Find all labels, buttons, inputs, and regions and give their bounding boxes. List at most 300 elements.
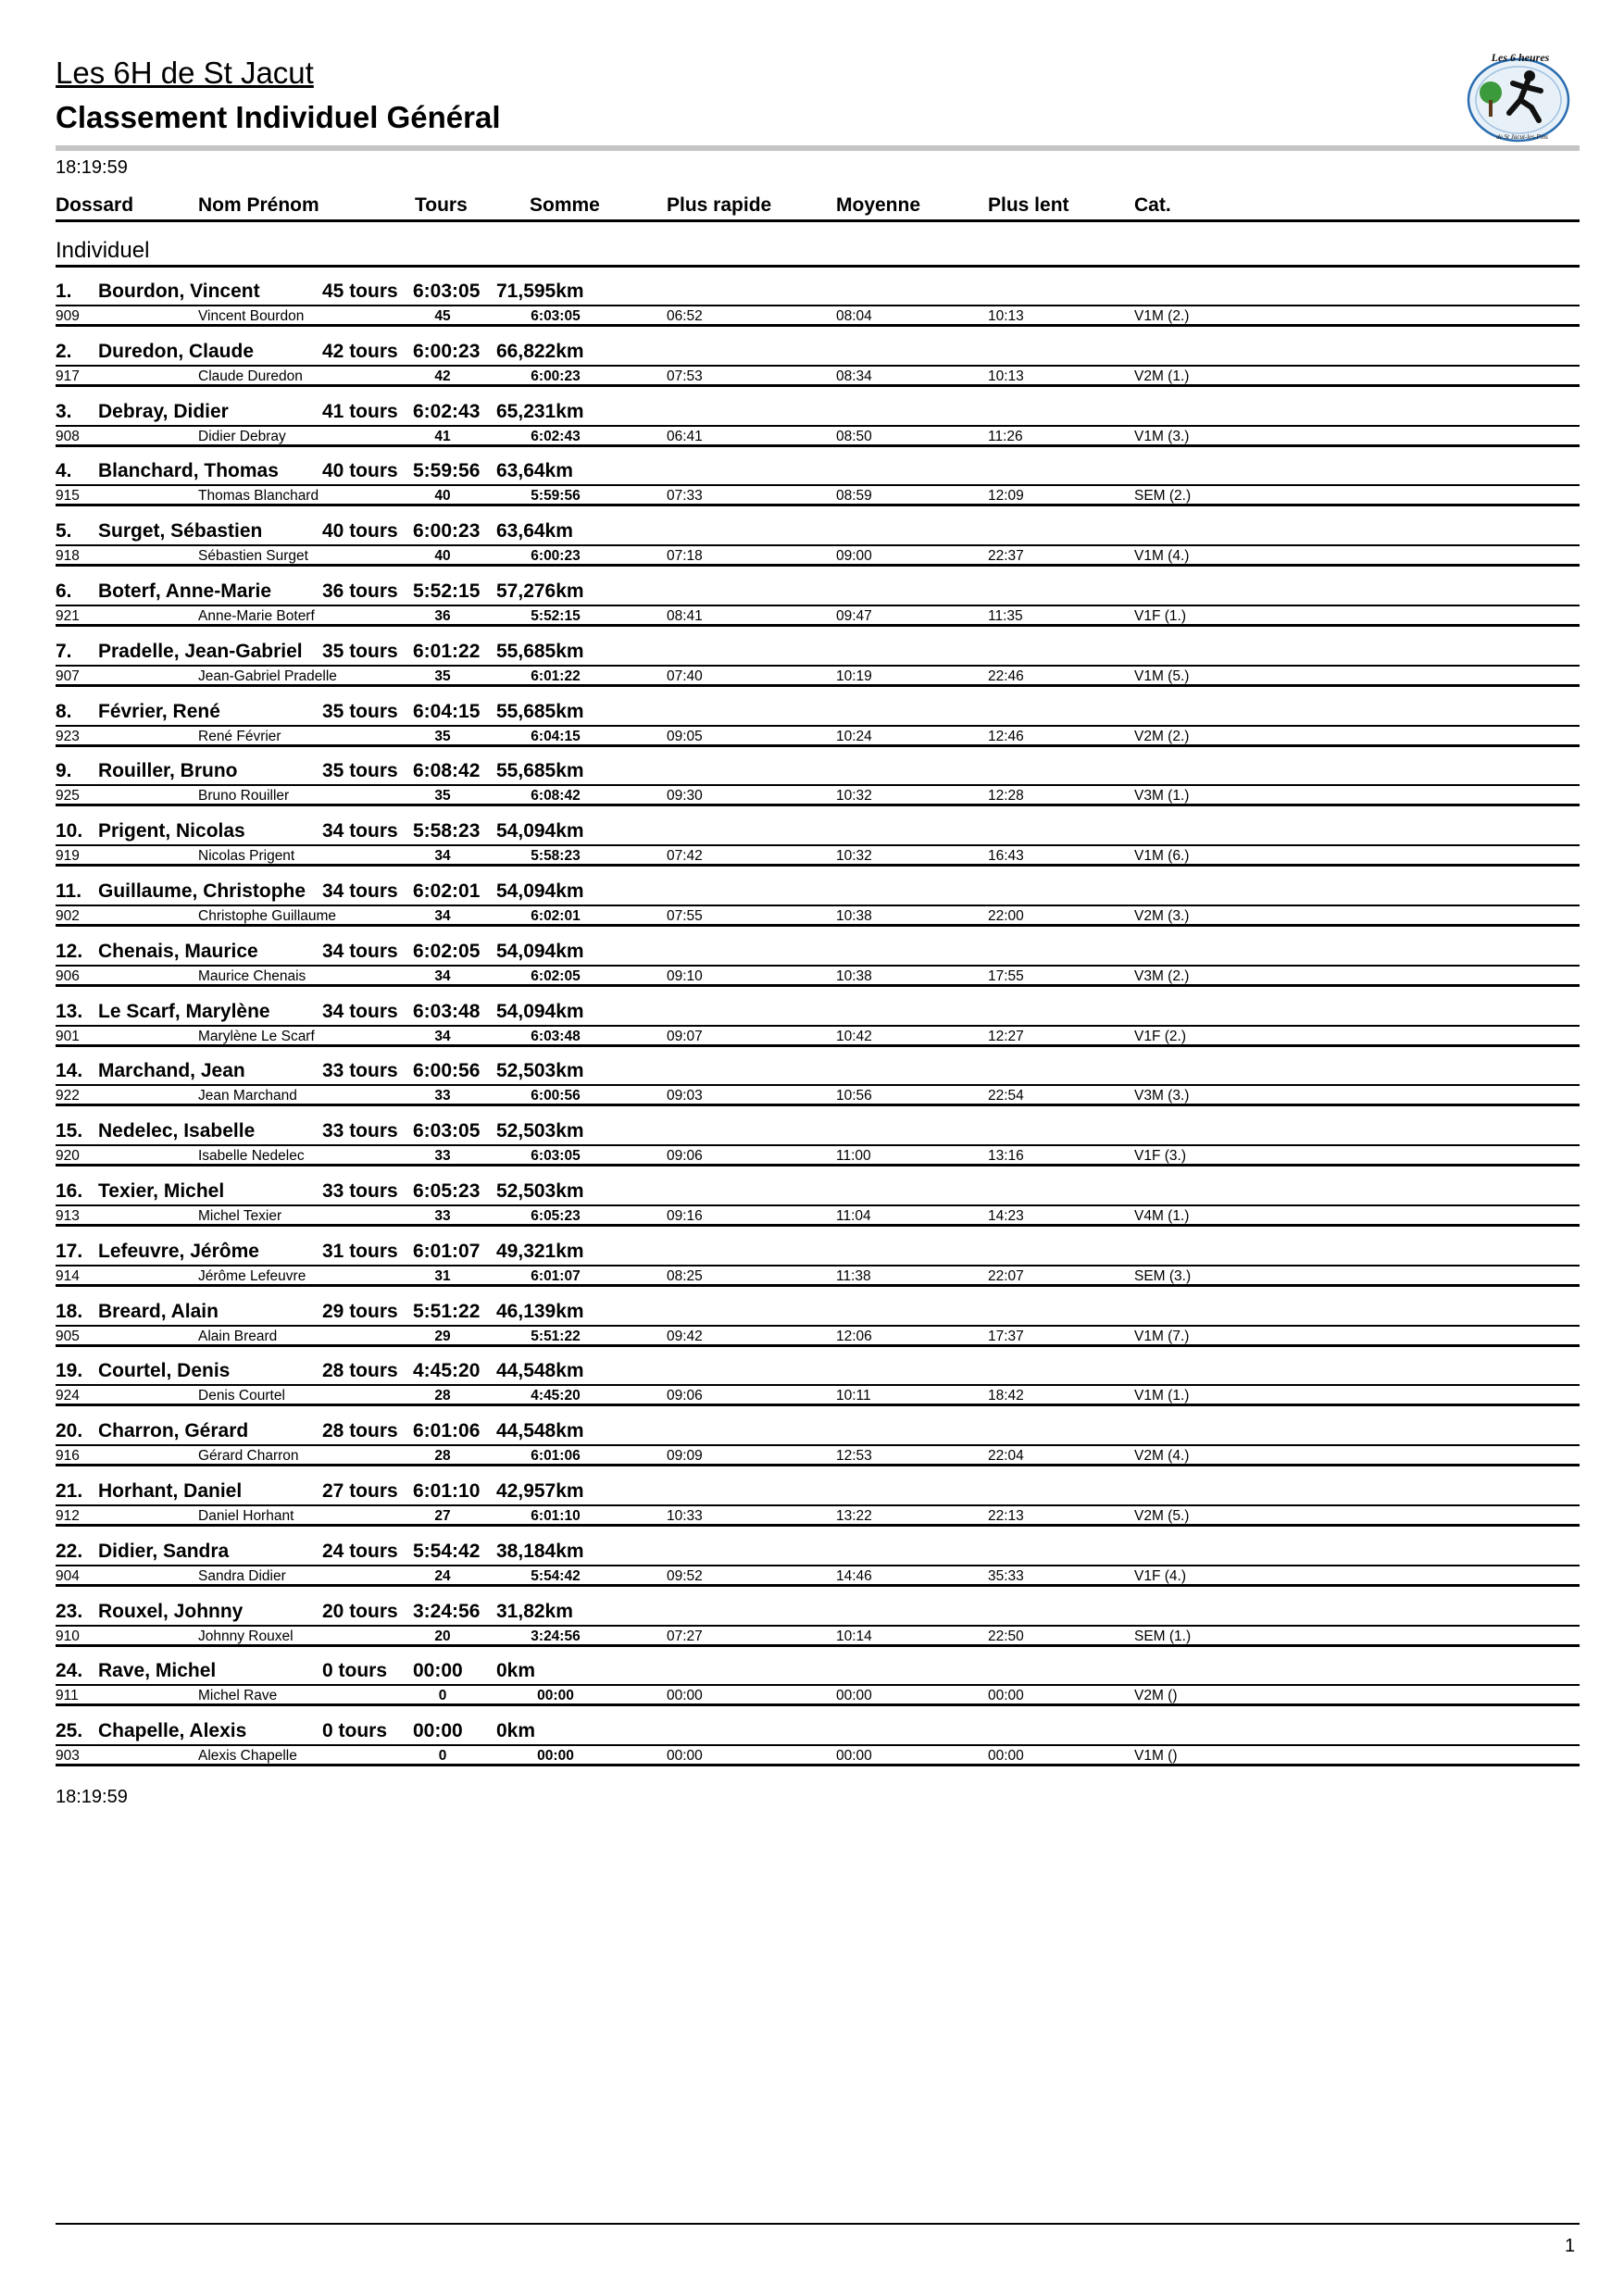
entry-average: 12:53 [836, 1448, 872, 1465]
entry-time: 6:01:22 [413, 640, 481, 662]
entry-distance: 0km [496, 1660, 536, 1682]
entry-divider [56, 1325, 1580, 1327]
entry-category: V1M () [1134, 1748, 1178, 1765]
entry-laps: 31 [434, 1267, 451, 1284]
entry-fullname: Gérard Charron [198, 1448, 299, 1465]
entry-divider [56, 1025, 1580, 1027]
header-divider [56, 219, 1580, 222]
entry-fastest: 09:16 [667, 1207, 703, 1224]
entry-average: 00:00 [836, 1688, 872, 1704]
entry-time: 00:00 [413, 1660, 463, 1682]
entry-tours: 36 tours [322, 580, 398, 602]
entry-fullname: René Février [198, 728, 281, 744]
entry-distance: 46,139km [496, 1300, 584, 1322]
entry-average: 10:19 [836, 668, 872, 684]
col-dossard: Dossard [56, 194, 134, 216]
entry-laps: 34 [434, 967, 451, 984]
entry-time: 6:01:07 [413, 1240, 481, 1262]
entry-bottom-divider [56, 1344, 1580, 1347]
entry-name: Marchand, Jean [98, 1060, 245, 1082]
entry-divider [56, 965, 1580, 967]
entry-dossard: 903 [56, 1748, 80, 1765]
entry-fastest: 08:41 [667, 607, 703, 624]
entry-divider [56, 784, 1580, 786]
entry-divider [56, 1204, 1580, 1206]
entry-distance: 31,82km [496, 1600, 573, 1622]
entry-slowest: 12:27 [988, 1028, 1024, 1044]
entry-category: V3M (1.) [1134, 788, 1190, 805]
entry-sum: 00:00 [537, 1688, 574, 1704]
entry-rank: 12. [56, 940, 83, 962]
entry-distance: 63,64km [496, 520, 573, 543]
entry-category: V2M (3.) [1134, 907, 1190, 924]
result-entry [0, 338, 1624, 398]
entry-category: SEM (3.) [1134, 1267, 1192, 1284]
entry-slowest: 22:04 [988, 1448, 1024, 1465]
entry-tours: 34 tours [322, 940, 398, 962]
entry-dossard: 908 [56, 428, 80, 444]
entry-dossard: 912 [56, 1507, 80, 1524]
entry-time: 6:01:06 [413, 1420, 481, 1442]
col-nom: Nom Prénom [198, 194, 319, 216]
entry-time: 6:08:42 [413, 760, 481, 782]
entry-time: 6:00:23 [413, 520, 481, 543]
entry-dossard: 906 [56, 967, 80, 984]
entry-name: Breard, Alain [98, 1300, 219, 1322]
entry-slowest: 10:13 [988, 308, 1024, 324]
entry-time: 6:02:01 [413, 880, 481, 902]
entry-laps: 33 [434, 1088, 451, 1104]
entry-fullname: Claude Duredon [198, 368, 303, 384]
entry-bottom-divider [56, 1224, 1580, 1227]
entry-fullname: Nicolas Prigent [198, 848, 295, 865]
entry-category: V1F (2.) [1134, 1028, 1186, 1044]
entry-fullname: Didier Debray [198, 428, 286, 444]
entry-distance: 54,094km [496, 940, 584, 962]
entry-rank: 21. [56, 1479, 83, 1502]
entry-laps: 35 [434, 668, 451, 684]
entry-name: Didier, Sandra [98, 1540, 230, 1562]
entry-bottom-divider [56, 1164, 1580, 1167]
entry-fullname: Michel Texier [198, 1207, 282, 1224]
entry-category: V4M (1.) [1134, 1207, 1190, 1224]
entry-name: Surget, Sébastien [98, 520, 263, 543]
entry-category: V1M (5.) [1134, 668, 1190, 684]
entry-rank: 22. [56, 1540, 83, 1562]
entry-rank: 16. [56, 1179, 83, 1202]
entry-laps: 28 [434, 1448, 451, 1465]
entry-rank: 14. [56, 1060, 83, 1082]
entry-average: 10:24 [836, 728, 872, 744]
title-divider [56, 145, 1580, 151]
entry-name: Boterf, Anne-Marie [98, 580, 272, 602]
entry-name: Courtel, Denis [98, 1360, 231, 1382]
entry-fastest: 09:06 [667, 1148, 703, 1165]
entry-fastest: 09:05 [667, 728, 703, 744]
entry-fastest: 00:00 [667, 1688, 703, 1704]
result-entry [0, 1657, 1624, 1717]
group-divider [56, 265, 1580, 268]
entry-fastest: 07:42 [667, 848, 703, 865]
entry-sum: 5:58:23 [531, 848, 581, 865]
entry-name: Horhant, Daniel [98, 1479, 243, 1502]
entry-bottom-divider [56, 504, 1580, 506]
entry-fullname: Anne-Marie Boterf [198, 607, 315, 624]
entry-name: Chapelle, Alexis [98, 1720, 247, 1742]
entry-category: V3M (3.) [1134, 1088, 1190, 1104]
entry-distance: 44,548km [496, 1420, 584, 1442]
entry-tours: 24 tours [322, 1540, 398, 1562]
entry-laps: 28 [434, 1388, 451, 1404]
entry-average: 09:47 [836, 607, 872, 624]
print-time: 18:19:59 [56, 157, 128, 178]
entry-average: 10:56 [836, 1088, 872, 1104]
entry-rank: 20. [56, 1420, 83, 1442]
entry-tours: 31 tours [322, 1240, 398, 1262]
page-number: 1 [1565, 2236, 1576, 2256]
result-entry [0, 998, 1624, 1058]
entry-fastest: 09:30 [667, 788, 703, 805]
entry-fullname: Johnny Rouxel [198, 1628, 294, 1644]
entry-fullname: Bruno Rouiller [198, 788, 290, 805]
event-logo [1463, 46, 1574, 150]
entry-tours: 0 tours [322, 1720, 388, 1742]
entry-laps: 0 [438, 1748, 447, 1765]
entry-tours: 35 tours [322, 640, 398, 662]
event-title: Les 6H de St Jacut [56, 56, 314, 90]
entry-distance: 52,503km [496, 1060, 584, 1082]
entry-name: Blanchard, Thomas [98, 460, 279, 482]
entry-name: Le Scarf, Marylène [98, 1000, 270, 1022]
entry-sum: 4:45:20 [531, 1388, 581, 1404]
entry-fastest: 09:10 [667, 967, 703, 984]
entry-category: V2M (1.) [1134, 368, 1190, 384]
entry-average: 09:00 [836, 548, 872, 565]
entry-laps: 33 [434, 1207, 451, 1224]
entry-name: Rouiller, Bruno [98, 760, 238, 782]
entry-slowest: 22:00 [988, 907, 1024, 924]
entry-divider [56, 844, 1580, 846]
entry-fullname: Isabelle Nedelec [198, 1148, 305, 1165]
entry-average: 10:32 [836, 848, 872, 865]
entry-name: Guillaume, Christophe [98, 880, 306, 902]
entry-bottom-divider [56, 624, 1580, 627]
col-somme: Somme [530, 194, 600, 216]
entry-dossard: 923 [56, 728, 80, 744]
entry-laps: 40 [434, 548, 451, 565]
result-entry [0, 1478, 1624, 1538]
entry-time: 6:03:05 [413, 1120, 481, 1142]
entry-bottom-divider [56, 924, 1580, 927]
entry-sum: 6:01:10 [531, 1507, 581, 1524]
entry-bottom-divider [56, 1764, 1580, 1766]
result-entry [0, 698, 1624, 758]
entry-fullname: Alain Breard [198, 1328, 278, 1344]
entry-rank: 10. [56, 820, 83, 842]
entry-divider [56, 1625, 1580, 1627]
entry-bottom-divider [56, 1104, 1580, 1106]
entry-fullname: Marylène Le Scarf [198, 1028, 315, 1044]
entry-distance: 71,595km [496, 281, 584, 302]
entry-sum: 6:01:07 [531, 1267, 581, 1284]
entry-sum: 6:02:43 [531, 428, 581, 444]
entry-average: 11:00 [836, 1148, 871, 1165]
entry-bottom-divider [56, 384, 1580, 387]
entry-fullname: Jean-Gabriel Pradelle [198, 668, 337, 684]
entry-category: V1M (2.) [1134, 308, 1190, 324]
entry-name: Février, René [98, 700, 220, 722]
entry-rank: 17. [56, 1240, 83, 1262]
entry-divider [56, 1444, 1580, 1446]
entry-category: V1M (3.) [1134, 428, 1190, 444]
entry-category: V2M (5.) [1134, 1507, 1190, 1524]
entry-time: 6:00:23 [413, 340, 481, 362]
entry-laps: 0 [438, 1688, 447, 1704]
entry-category: V3M (2.) [1134, 967, 1190, 984]
entry-laps: 40 [434, 488, 451, 505]
entry-divider [56, 305, 1580, 306]
entry-rank: 8. [56, 700, 72, 722]
results-list [0, 278, 1624, 1778]
entry-slowest: 16:43 [988, 848, 1024, 865]
entry-rank: 6. [56, 580, 72, 602]
entry-slowest: 00:00 [988, 1688, 1024, 1704]
entry-fastest: 10:33 [667, 1507, 703, 1524]
entry-distance: 55,685km [496, 640, 584, 662]
entry-fastest: 07:18 [667, 548, 703, 565]
entry-time: 5:54:42 [413, 1540, 481, 1562]
entry-laps: 36 [434, 607, 451, 624]
result-entry [0, 457, 1624, 518]
entry-fastest: 06:52 [667, 308, 703, 324]
entry-distance: 66,822km [496, 340, 584, 362]
print-time-footer: 18:19:59 [56, 1787, 128, 1807]
entry-slowest: 18:42 [988, 1388, 1024, 1404]
entry-rank: 18. [56, 1300, 83, 1322]
entry-dossard: 915 [56, 488, 80, 505]
result-entry [0, 878, 1624, 938]
entry-time: 4:45:20 [413, 1360, 481, 1382]
entry-name: Lefeuvre, Jérôme [98, 1240, 259, 1262]
entry-laps: 27 [434, 1507, 451, 1524]
entry-divider [56, 1384, 1580, 1386]
entry-rank: 11. [56, 880, 82, 902]
entry-name: Pradelle, Jean-Gabriel [98, 640, 303, 662]
entry-sum: 6:00:23 [531, 368, 581, 384]
entry-sum: 6:03:05 [531, 1148, 581, 1165]
entry-fastest: 09:09 [667, 1448, 703, 1465]
entry-category: V2M (4.) [1134, 1448, 1190, 1465]
entry-name: Charron, Gérard [98, 1420, 249, 1442]
entry-fullname: Alexis Chapelle [198, 1748, 297, 1765]
entry-sum: 00:00 [537, 1748, 574, 1765]
entry-rank: 4. [56, 460, 72, 482]
entry-bottom-divider [56, 444, 1580, 447]
entry-distance: 49,321km [496, 1240, 584, 1262]
entry-time: 5:58:23 [413, 820, 481, 842]
entry-distance: 42,957km [496, 1479, 584, 1502]
entry-laps: 45 [434, 308, 451, 324]
entry-dossard: 922 [56, 1088, 80, 1104]
entry-rank: 3. [56, 400, 72, 422]
entry-time: 6:03:48 [413, 1000, 481, 1022]
entry-dossard: 916 [56, 1448, 80, 1465]
entry-fullname: Denis Courtel [198, 1388, 285, 1404]
entry-average: 08:34 [836, 368, 872, 384]
entry-tours: 33 tours [322, 1120, 398, 1142]
entry-sum: 6:03:05 [531, 308, 581, 324]
entry-name: Duredon, Claude [98, 340, 255, 362]
entry-time: 6:03:05 [413, 281, 481, 302]
entry-tours: 33 tours [322, 1060, 398, 1082]
entry-dossard: 918 [56, 548, 80, 565]
entry-bottom-divider [56, 1703, 1580, 1706]
entry-dossard: 917 [56, 368, 80, 384]
entry-distance: 54,094km [496, 1000, 584, 1022]
entry-fastest: 06:41 [667, 428, 703, 444]
entry-slowest: 12:09 [988, 488, 1024, 505]
entry-name: Nedelec, Isabelle [98, 1120, 256, 1142]
entry-rank: 2. [56, 340, 72, 362]
entry-average: 10:32 [836, 788, 872, 805]
entry-bottom-divider [56, 1044, 1580, 1047]
entry-distance: 0km [496, 1720, 536, 1742]
entry-name: Bourdon, Vincent [98, 281, 260, 302]
entry-fastest: 07:40 [667, 668, 703, 684]
entry-distance: 52,503km [496, 1120, 584, 1142]
entry-sum: 5:54:42 [531, 1567, 581, 1584]
entry-dossard: 909 [56, 308, 80, 324]
entry-slowest: 22:13 [988, 1507, 1024, 1524]
entry-laps: 33 [434, 1148, 451, 1165]
entry-bottom-divider [56, 324, 1580, 327]
entry-bottom-divider [56, 1284, 1580, 1287]
entry-dossard: 904 [56, 1567, 80, 1584]
entry-name: Texier, Michel [98, 1179, 225, 1202]
entry-sum: 6:05:23 [531, 1207, 581, 1224]
entry-average: 10:38 [836, 907, 872, 924]
entry-fullname: Vincent Bourdon [198, 308, 305, 324]
entry-dossard: 907 [56, 668, 80, 684]
entry-divider [56, 725, 1580, 727]
entry-time: 6:02:05 [413, 940, 481, 962]
entry-category: V2M (2.) [1134, 728, 1190, 744]
entry-fullname: Sandra Didier [198, 1567, 286, 1584]
result-entry [0, 278, 1624, 338]
entry-laps: 24 [434, 1567, 451, 1584]
entry-category: V1M (6.) [1134, 848, 1190, 865]
entry-rank: 19. [56, 1360, 83, 1382]
entry-tours: 33 tours [322, 1179, 398, 1202]
result-entry [0, 1298, 1624, 1358]
entry-fastest: 09:03 [667, 1088, 703, 1104]
entry-divider [56, 544, 1580, 546]
entry-sum: 6:02:05 [531, 967, 581, 984]
entry-time: 00:00 [413, 1720, 463, 1742]
col-moyenne: Moyenne [836, 194, 921, 216]
entry-sum: 6:01:06 [531, 1448, 581, 1465]
result-entry [0, 638, 1624, 698]
entry-laps: 42 [434, 368, 451, 384]
entry-bottom-divider [56, 864, 1580, 867]
page-title: Classement Individuel Général [56, 100, 501, 134]
entry-slowest: 22:50 [988, 1628, 1024, 1644]
entry-bottom-divider [56, 744, 1580, 747]
entry-average: 08:59 [836, 488, 872, 505]
entry-divider [56, 1565, 1580, 1566]
entry-average: 11:38 [836, 1267, 871, 1284]
entry-fastest: 07:33 [667, 488, 703, 505]
entry-fastest: 08:25 [667, 1267, 703, 1284]
col-plus-rapide: Plus rapide [667, 194, 772, 216]
entry-tours: 40 tours [322, 460, 398, 482]
entry-time: 6:01:10 [413, 1479, 481, 1502]
result-entry [0, 1717, 1624, 1778]
entry-dossard: 920 [56, 1148, 80, 1165]
entry-tours: 35 tours [322, 700, 398, 722]
entry-dossard: 901 [56, 1028, 80, 1044]
result-entry [0, 1598, 1624, 1658]
entry-divider [56, 425, 1580, 427]
entry-rank: 5. [56, 520, 72, 543]
entry-bottom-divider [56, 684, 1580, 687]
entry-dossard: 925 [56, 788, 80, 805]
entry-tours: 40 tours [322, 520, 398, 543]
entry-time: 5:52:15 [413, 580, 481, 602]
entry-fastest: 07:27 [667, 1628, 703, 1644]
entry-rank: 13. [56, 1000, 83, 1022]
entry-bottom-divider [56, 1524, 1580, 1527]
entry-average: 08:04 [836, 308, 872, 324]
entry-fullname: Jérôme Lefeuvre [198, 1267, 306, 1284]
entry-rank: 1. [56, 281, 72, 302]
result-entry [0, 1538, 1624, 1598]
entry-bottom-divider [56, 984, 1580, 987]
entry-fastest: 00:00 [667, 1748, 703, 1765]
entry-distance: 54,094km [496, 820, 584, 842]
entry-rank: 9. [56, 760, 72, 782]
footer-divider [56, 2223, 1580, 2225]
entry-fullname: Maurice Chenais [198, 967, 306, 984]
result-entry [0, 1057, 1624, 1117]
entry-name: Rouxel, Johnny [98, 1600, 244, 1622]
entry-laps: 35 [434, 728, 451, 744]
entry-fastest: 09:52 [667, 1567, 703, 1584]
entry-dossard: 913 [56, 1207, 80, 1224]
entry-fastest: 09:07 [667, 1028, 703, 1044]
entry-slowest: 00:00 [988, 1748, 1024, 1765]
entry-slowest: 17:55 [988, 967, 1024, 984]
column-header [0, 194, 1624, 222]
entry-time: 3:24:56 [413, 1600, 481, 1622]
entry-rank: 25. [56, 1720, 83, 1742]
entry-laps: 29 [434, 1328, 451, 1344]
entry-category: V1M (4.) [1134, 548, 1190, 565]
entry-sum: 6:02:01 [531, 907, 581, 924]
entry-bottom-divider [56, 564, 1580, 567]
entry-sum: 6:00:23 [531, 548, 581, 565]
entry-laps: 34 [434, 848, 451, 865]
entry-fullname: Thomas Blanchard [198, 488, 319, 505]
entry-name: Debray, Didier [98, 400, 229, 422]
entry-dossard: 911 [56, 1688, 79, 1704]
entry-slowest: 22:54 [988, 1088, 1024, 1104]
entry-average: 13:22 [836, 1507, 872, 1524]
entry-time: 6:05:23 [413, 1179, 481, 1202]
result-entry [0, 1117, 1624, 1178]
entry-sum: 3:24:56 [531, 1628, 581, 1644]
entry-slowest: 22:46 [988, 668, 1024, 684]
